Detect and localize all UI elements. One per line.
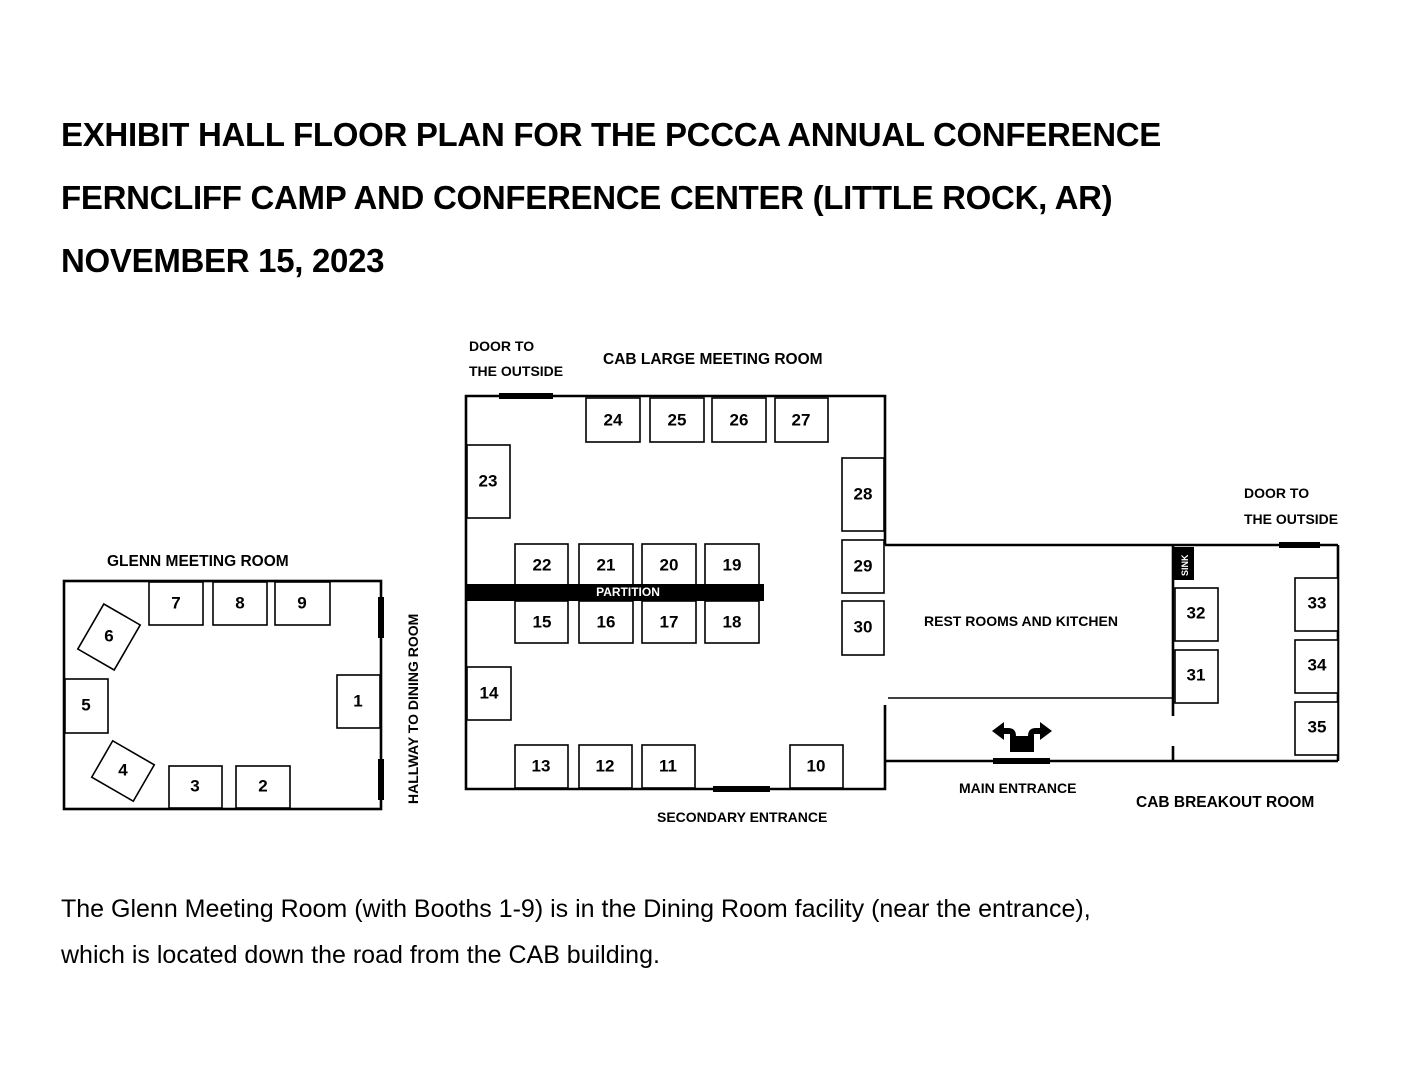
booth-number: 2 [258,776,268,796]
booth-1 [337,675,380,728]
title-line-3: NOVEMBER 15, 2023 [61,242,385,279]
booth-25 [650,398,704,442]
booth-number: 22 [532,555,552,575]
footer-line-2: which is located down the road from the CAB building. [61,941,660,969]
booth-21 [579,544,633,586]
booth-number: 3 [190,776,200,796]
booth-number: 28 [853,484,873,504]
door-outside-label-2: THE OUTSIDE [469,363,564,379]
booth-number: 14 [479,683,499,703]
booth-26 [712,398,766,442]
door-outside-breakout-label-1: DOOR TO [1244,485,1310,501]
booth-number: 35 [1307,717,1327,737]
booth-number: 16 [596,612,616,632]
booth-number: 9 [297,593,307,613]
booth-number: 27 [791,410,811,430]
booth-number: 17 [659,612,679,632]
booth-23 [467,445,510,518]
booth-number: 1 [353,691,363,711]
booth-2 [236,766,290,808]
booth-number: 15 [532,612,552,632]
title-line-2: FERNCLIFF CAMP AND CONFERENCE CENTER (LITTLE ROCK, AR) [61,179,1113,216]
sink-icon [1174,547,1194,580]
booth-number: 32 [1186,603,1206,623]
booth-19 [705,544,759,586]
booth-12 [579,745,632,788]
booth-6 [78,604,140,670]
main-entrance-arrow-icon [992,722,1052,752]
booth-number: 20 [659,555,679,575]
booth-number: 19 [722,555,742,575]
booth-7 [149,582,203,625]
door-outside-breakout-label-2: THE OUTSIDE [1244,511,1339,527]
booth-9 [275,582,330,625]
booth-number: 30 [853,617,873,637]
booth-number: 11 [659,756,677,776]
booth-number: 21 [596,555,616,575]
footer-line-1: The Glenn Meeting Room (with Booths 1-9) is in the Dining Room facility (near the entrance), [61,895,1091,923]
booth-8 [213,582,267,625]
booth-number: 8 [235,593,245,613]
booth-number: 26 [729,410,749,430]
booth-14 [467,667,511,720]
booth-20 [642,544,696,586]
booth-32 [1175,588,1218,641]
booth-27 [775,398,828,442]
restrooms-label: REST ROOMS AND KITCHEN [924,613,1118,629]
booth-10 [790,745,843,788]
booth-35 [1295,702,1338,755]
booth-4 [92,741,155,801]
booth-29 [842,540,884,593]
booth-31 [1175,650,1218,703]
booth-number: 5 [81,695,91,715]
booth-13 [515,745,568,788]
booth-22 [515,544,568,586]
cab-breakout-label: CAB BREAKOUT ROOM [1136,794,1315,811]
glenn-room-label: GLENN MEETING ROOM [107,553,289,570]
booth-15 [515,601,568,643]
booth-number: 24 [603,410,623,430]
partition [467,584,764,601]
booth-5 [65,679,108,733]
booth-number: 12 [595,756,615,776]
booth-24 [586,398,640,442]
booth-number: 23 [478,471,498,491]
booth-18 [705,601,759,643]
partition-label: PARTITION [596,585,660,600]
booth-28 [842,458,884,531]
booth-number: 25 [667,410,687,430]
booth-30 [842,601,884,655]
booth-33 [1295,578,1338,631]
booth-3 [169,766,222,808]
booth-11 [642,745,695,788]
cab-east-wing [885,485,1338,811]
cab-large-label: CAB LARGE MEETING ROOM [603,351,823,368]
booth-number: 13 [531,756,551,776]
booth-number: 18 [722,612,742,632]
door-outside-label-1: DOOR TO [469,338,535,354]
booth-number: 34 [1307,655,1327,675]
booth-number: 31 [1186,665,1206,685]
secondary-entrance-label: SECONDARY ENTRANCE [657,809,828,825]
main-entrance-label: MAIN ENTRANCE [959,780,1077,796]
booth-number: 10 [806,756,826,776]
booth-number: 4 [118,760,128,780]
booth-number: 29 [853,556,873,576]
sink-label: SINK [1180,554,1190,576]
booth-34 [1295,640,1338,693]
booth-number: 7 [171,593,181,613]
booth-number: 33 [1307,593,1327,613]
booth-16 [579,601,633,643]
booth-17 [642,601,696,643]
title-line-1: EXHIBIT HALL FLOOR PLAN FOR THE PCCCA ANNUAL CONFERENCE [61,116,1162,153]
hallway-label: HALLWAY TO DINING ROOM [405,613,421,804]
booth-number: 6 [104,626,114,646]
